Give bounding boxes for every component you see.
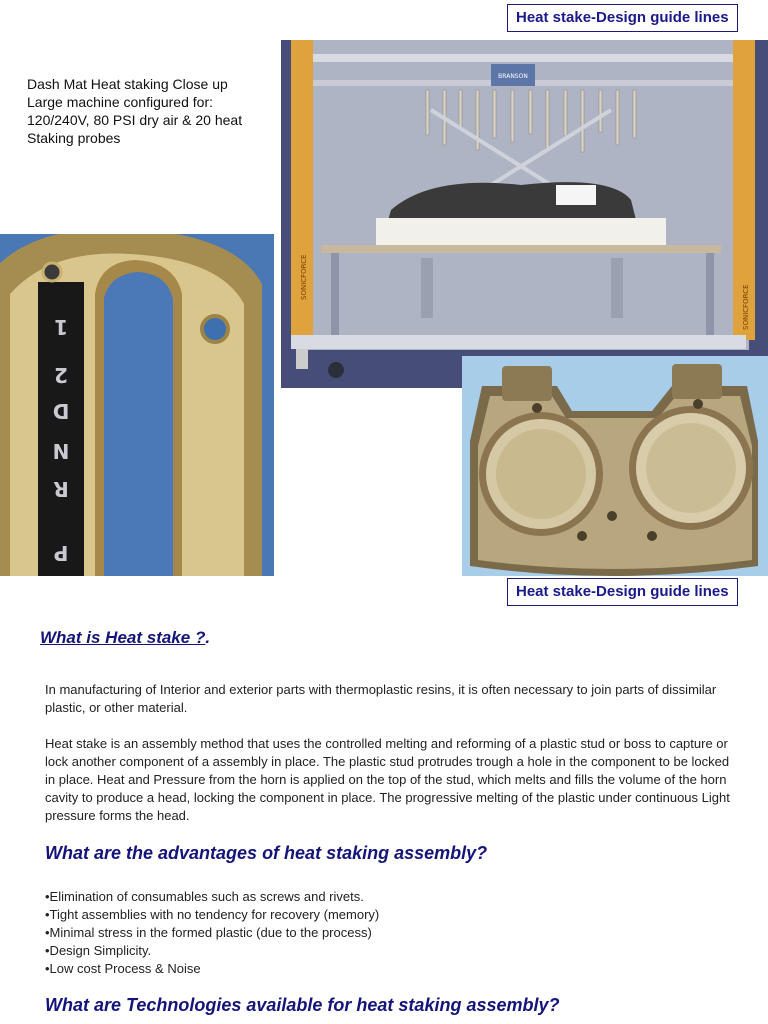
machine-side-label-left: SONICFORCE	[300, 254, 308, 300]
section-title-text: Heat stake-Design guide lines	[516, 583, 729, 600]
header-title-badge	[507, 4, 738, 32]
intro-paragraph: In manufacturing of Interior and exterior parts with thermoplastic resins, it is often necessary to join parts of dissimilar plastic, or other material.	[45, 682, 717, 715]
advantages-list	[45, 888, 379, 978]
shifter-letter-p: P	[53, 541, 69, 565]
heading-underlined-text: What is Heat stake ?	[40, 628, 206, 647]
technologies-heading: What are Technologies available for heat staking assembly?	[45, 995, 560, 1015]
probe-closeup-photo	[462, 356, 768, 576]
shifter-letter-r: R	[53, 477, 69, 501]
list-item: •Design Simplicity.	[45, 943, 152, 958]
list-item: •Tight assemblies with no tendency for recovery (memory)	[45, 907, 380, 922]
machine-brand-label: BRANSON	[498, 73, 528, 80]
header-title-text: Heat stake-Design guide lines	[516, 9, 729, 26]
machine-caption	[27, 75, 277, 147]
heat-staking-machine-photo	[281, 40, 768, 388]
machine-side-label-right: SONICFORCE	[742, 284, 750, 330]
caption-line-2: Large machine configured for:	[27, 94, 213, 110]
shifter-bezel-photo	[0, 234, 274, 576]
section-title-badge	[507, 578, 738, 606]
what-is-heat-stake-heading: What is Heat stake ?.	[40, 628, 211, 647]
shifter-letter-2: 2	[54, 363, 68, 387]
list-item: •Low cost Process & Noise	[45, 961, 201, 976]
caption-line-3: 120/240V, 80 PSI dry air & 20 heat	[27, 112, 243, 128]
definition-paragraph: Heat stake is an assembly method that uses the controlled melting and reforming of a plastic stud or boss to capture or lock another component of a assembly in place. The plastic stud protrudes trough a hole in the component to be locked in place. Heat and Pressure from the horn is applied on the top of the stud, which melts and fills the volume of the horn cavity to produce a head, locking the component in place. The progressive melting of the plastic under continuous Light pressure forms the head.	[45, 736, 730, 823]
list-item: •Elimination of consumables such as screws and rivets.	[45, 889, 364, 904]
list-item: •Minimal stress in the formed plastic (due to the process)	[45, 925, 372, 940]
shifter-letter-d: D	[52, 399, 70, 423]
caption-line-1: Dash Mat Heat staking Close up	[27, 76, 228, 92]
advantages-heading: What are the advantages of heat staking assembly?	[45, 843, 488, 863]
shifter-letter-1: 1	[54, 315, 68, 339]
shifter-letter-n: N	[52, 439, 70, 463]
caption-line-4: Staking probes	[27, 130, 121, 146]
